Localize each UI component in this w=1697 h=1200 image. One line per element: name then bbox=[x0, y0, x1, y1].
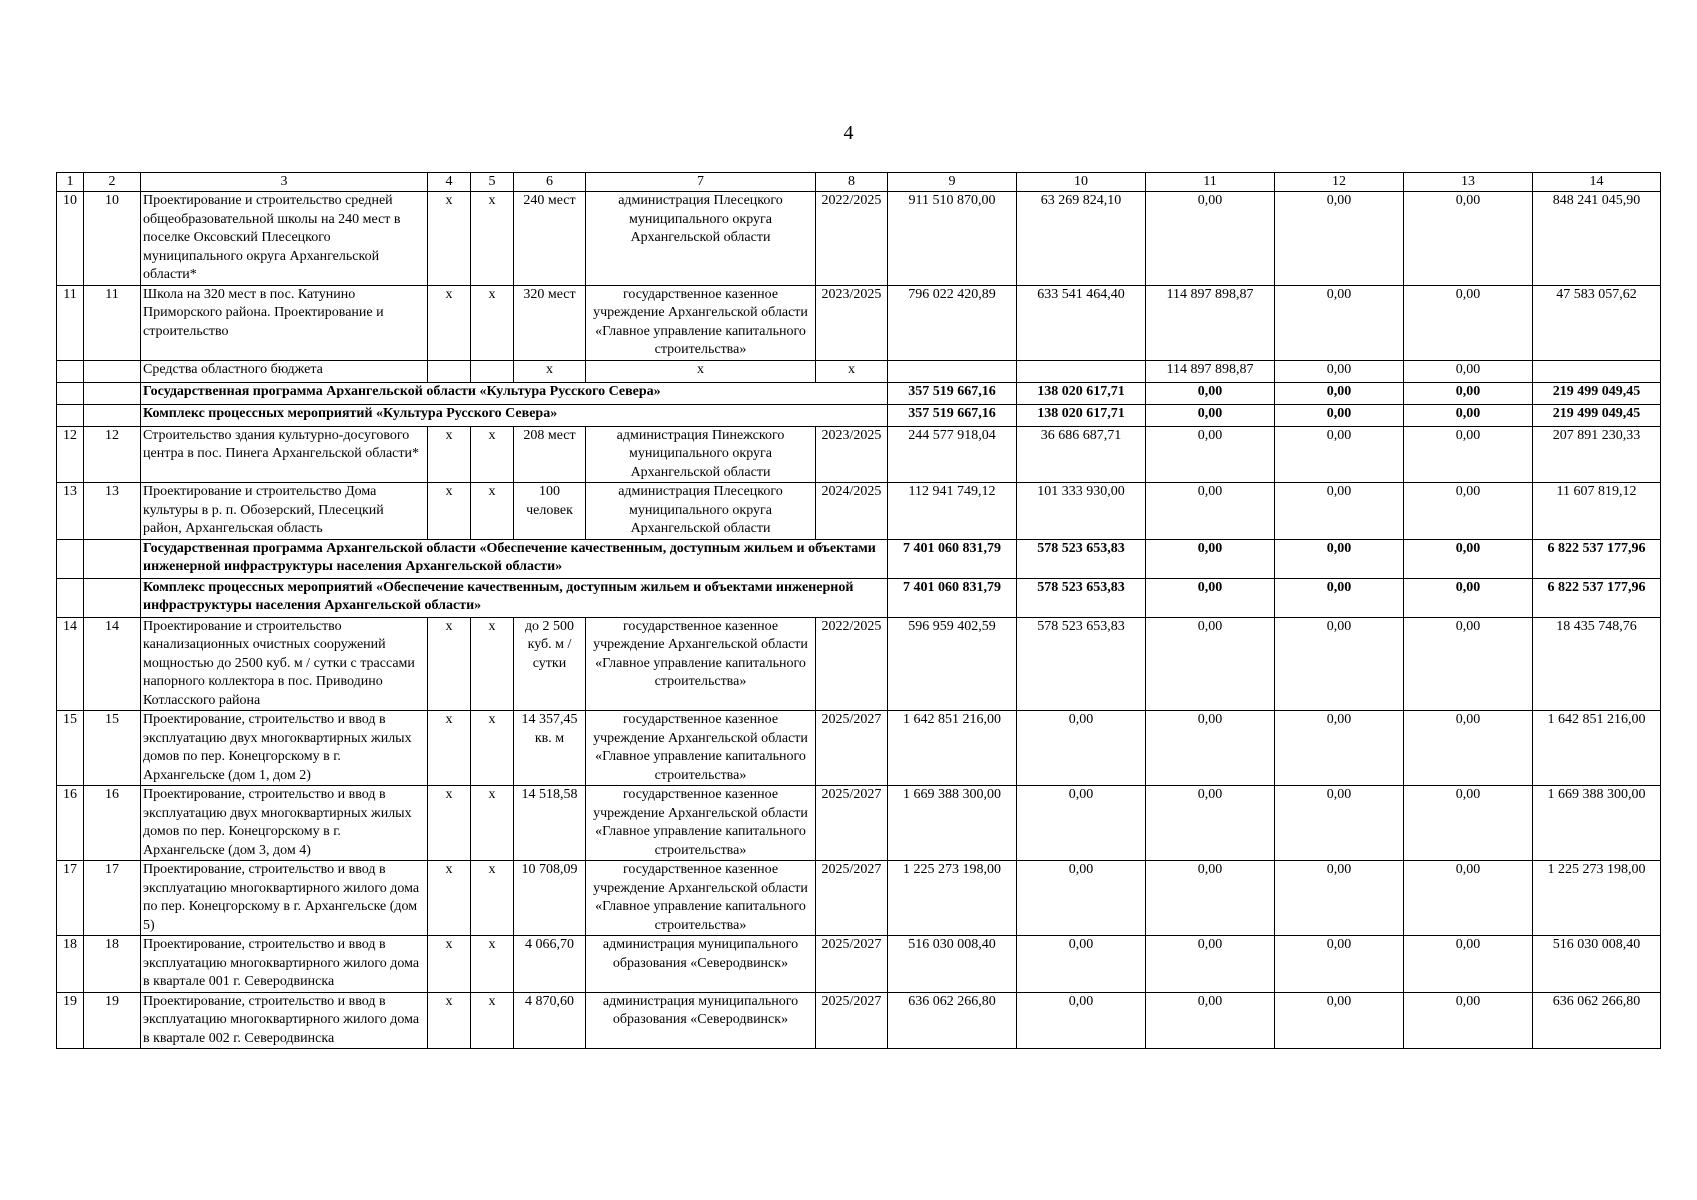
responsible-organization: государственное казенное учреждение Архангельской области «Главное управление капитального строительства» bbox=[586, 285, 816, 360]
budget-row bbox=[57, 360, 1661, 382]
empty-cell bbox=[471, 360, 514, 382]
empty-cell bbox=[428, 360, 471, 382]
empty-cell bbox=[57, 404, 84, 426]
responsible-organization: администрация Пинежского муниципального округа Архангельской области bbox=[586, 426, 816, 483]
empty-cell bbox=[84, 539, 141, 578]
amount-v10: 36 686 687,71 bbox=[1017, 426, 1146, 483]
amount-v9: 1 669 388 300,00 bbox=[888, 786, 1017, 861]
column-number-2: 2 bbox=[84, 173, 141, 192]
column-4-value: х bbox=[428, 192, 471, 286]
object-name: Проектирование, строительство и ввод в эксплуатацию многоквартирного жилого дома в квартале 002 г. Северодвинска bbox=[141, 992, 428, 1049]
page-number: 4 bbox=[843, 122, 854, 144]
responsible-organization: администрация Плесецкого муниципального округа Архангельской области bbox=[586, 483, 816, 540]
empty-cell bbox=[57, 382, 84, 404]
amount-v14: 47 583 057,62 bbox=[1533, 285, 1661, 360]
budget-source-label: Средства областного бюджета bbox=[141, 360, 428, 382]
capacity: х bbox=[514, 360, 586, 382]
responsible-organization: администрация муниципального образования «Северодвинск» bbox=[586, 936, 816, 993]
item-number: 15 bbox=[84, 711, 141, 786]
construction-period: 2022/2025 bbox=[816, 617, 888, 711]
construction-period: 2023/2025 bbox=[816, 285, 888, 360]
amount-v10: 0,00 bbox=[1017, 861, 1146, 936]
amount-v10: 0,00 bbox=[1017, 992, 1146, 1049]
column-number-4: 4 bbox=[428, 173, 471, 192]
capacity: 4 066,70 bbox=[514, 936, 586, 993]
empty-cell bbox=[57, 578, 84, 617]
total-v12: 0,00 bbox=[1275, 578, 1404, 617]
object-name: Проектирование, строительство и ввод в эксплуатацию многоквартирного жилого дома по пер. Конецгорскому в г. Архангельске (дом 5) bbox=[141, 861, 428, 936]
table-row bbox=[57, 786, 1661, 861]
column-5-value: х bbox=[471, 936, 514, 993]
amount-v10: 101 333 930,00 bbox=[1017, 483, 1146, 540]
construction-period: х bbox=[816, 360, 888, 382]
total-v9: 357 519 667,16 bbox=[888, 382, 1017, 404]
amount-v12: 0,00 bbox=[1275, 711, 1404, 786]
total-v10: 578 523 653,83 bbox=[1017, 578, 1146, 617]
table-row bbox=[57, 861, 1661, 936]
column-number-6: 6 bbox=[514, 173, 586, 192]
empty-cell bbox=[84, 360, 141, 382]
row-number: 11 bbox=[57, 285, 84, 360]
item-number: 19 bbox=[84, 992, 141, 1049]
total-v9: 7 401 060 831,79 bbox=[888, 539, 1017, 578]
row-number: 13 bbox=[57, 483, 84, 540]
total-v10: 138 020 617,71 bbox=[1017, 404, 1146, 426]
amount-v13: 0,00 bbox=[1404, 861, 1533, 936]
column-number-8: 8 bbox=[816, 173, 888, 192]
total-v14: 219 499 049,45 bbox=[1533, 382, 1661, 404]
total-v11: 0,00 bbox=[1146, 578, 1275, 617]
program-total-row bbox=[57, 539, 1661, 578]
total-v11: 0,00 bbox=[1146, 404, 1275, 426]
capacity: 10 708,09 bbox=[514, 861, 586, 936]
amount-v9: 1 225 273 198,00 bbox=[888, 861, 1017, 936]
responsible-organization: администрация муниципального образования «Северодвинск» bbox=[586, 992, 816, 1049]
table-row bbox=[57, 192, 1661, 286]
table-row bbox=[57, 285, 1661, 360]
responsible-organization: государственное казенное учреждение Архангельской области «Главное управление капитального строительства» bbox=[586, 786, 816, 861]
empty-cell bbox=[57, 539, 84, 578]
amount-v14: 636 062 266,80 bbox=[1533, 992, 1661, 1049]
amount-v11: 114 897 898,87 bbox=[1146, 360, 1275, 382]
total-v13: 0,00 bbox=[1404, 382, 1533, 404]
capacity: 100 человек bbox=[514, 483, 586, 540]
amount-v9: 1 642 851 216,00 bbox=[888, 711, 1017, 786]
amount-v14: 18 435 748,76 bbox=[1533, 617, 1661, 711]
construction-period: 2022/2025 bbox=[816, 192, 888, 286]
capacity: до 2 500 куб. м / сутки bbox=[514, 617, 586, 711]
amount-v14: 1 642 851 216,00 bbox=[1533, 711, 1661, 786]
capacity: 14 357,45 кв. м bbox=[514, 711, 586, 786]
empty-cell bbox=[84, 382, 141, 404]
object-name: Проектирование и строительство канализационных очистных сооружений мощностью до 2500 куб. м / сутки с трассами напорного коллектора в пос. Приводино Котласского района bbox=[141, 617, 428, 711]
amount-v12: 0,00 bbox=[1275, 861, 1404, 936]
amount-v14: 1 669 388 300,00 bbox=[1533, 786, 1661, 861]
total-v13: 0,00 bbox=[1404, 578, 1533, 617]
item-number: 18 bbox=[84, 936, 141, 993]
amount-v14: 848 241 045,90 bbox=[1533, 192, 1661, 286]
row-number: 10 bbox=[57, 192, 84, 286]
construction-period: 2025/2027 bbox=[816, 936, 888, 993]
total-v12: 0,00 bbox=[1275, 539, 1404, 578]
table-row bbox=[57, 992, 1661, 1049]
amount-v9: 596 959 402,59 bbox=[888, 617, 1017, 711]
row-number: 14 bbox=[57, 617, 84, 711]
amount-v13: 0,00 bbox=[1404, 936, 1533, 993]
total-v14: 219 499 049,45 bbox=[1533, 404, 1661, 426]
row-number: 15 bbox=[57, 711, 84, 786]
empty-cell bbox=[84, 404, 141, 426]
column-number-5: 5 bbox=[471, 173, 514, 192]
capacity: 14 518,58 bbox=[514, 786, 586, 861]
column-4-value: х bbox=[428, 711, 471, 786]
total-v14: 6 822 537 177,96 bbox=[1533, 539, 1661, 578]
column-4-value: х bbox=[428, 617, 471, 711]
table-row bbox=[57, 426, 1661, 483]
amount-v14: 516 030 008,40 bbox=[1533, 936, 1661, 993]
amount-v13: 0,00 bbox=[1404, 711, 1533, 786]
amount-v11: 0,00 bbox=[1146, 617, 1275, 711]
responsible-organization: государственное казенное учреждение Архангельской области «Главное управление капитального строительства» bbox=[586, 861, 816, 936]
column-5-value: х bbox=[471, 617, 514, 711]
amount-v9: 112 941 749,12 bbox=[888, 483, 1017, 540]
program-title: Комплекс процессных мероприятий «Обеспечение качественным, доступным жильем и объектами инженерной инфраструктуры населения Архангельской области» bbox=[141, 578, 888, 617]
column-number-9: 9 bbox=[888, 173, 1017, 192]
column-number-3: 3 bbox=[141, 173, 428, 192]
object-name: Проектирование и строительство Дома культуры в р. п. Обозерский, Плесецкий район, Архангельская область bbox=[141, 483, 428, 540]
program-title: Комплекс процессных мероприятий «Культура Русского Севера» bbox=[141, 404, 888, 426]
capacity: 320 мест bbox=[514, 285, 586, 360]
total-v12: 0,00 bbox=[1275, 404, 1404, 426]
amount-v9: 796 022 420,89 bbox=[888, 285, 1017, 360]
column-5-value: х bbox=[471, 426, 514, 483]
program-total-row bbox=[57, 382, 1661, 404]
amount-v12: 0,00 bbox=[1275, 192, 1404, 286]
responsible-organization: государственное казенное учреждение Архангельской области «Главное управление капитального строительства» bbox=[586, 711, 816, 786]
amount-v13: 0,00 bbox=[1404, 360, 1533, 382]
construction-period: 2023/2025 bbox=[816, 426, 888, 483]
object-name: Проектирование, строительство и ввод в эксплуатацию двух многоквартирных жилых домов по пер. Конецгорскому в г. Архангельске (дом 1, дом 2) bbox=[141, 711, 428, 786]
total-v11: 0,00 bbox=[1146, 382, 1275, 404]
amount-v13: 0,00 bbox=[1404, 483, 1533, 540]
capacity: 240 мест bbox=[514, 192, 586, 286]
amount-v11: 0,00 bbox=[1146, 426, 1275, 483]
amount-v9: 911 510 870,00 bbox=[888, 192, 1017, 286]
total-v10: 578 523 653,83 bbox=[1017, 539, 1146, 578]
amount-v13: 0,00 bbox=[1404, 285, 1533, 360]
amount-v11: 0,00 bbox=[1146, 192, 1275, 286]
amount-v11: 0,00 bbox=[1146, 992, 1275, 1049]
item-number: 13 bbox=[84, 483, 141, 540]
amount-v11: 114 897 898,87 bbox=[1146, 285, 1275, 360]
responsible-organization: х bbox=[586, 360, 816, 382]
column-number-12: 12 bbox=[1275, 173, 1404, 192]
row-number: 12 bbox=[57, 426, 84, 483]
amount-v13: 0,00 bbox=[1404, 617, 1533, 711]
amount-v9: 244 577 918,04 bbox=[888, 426, 1017, 483]
amount-v13: 0,00 bbox=[1404, 992, 1533, 1049]
row-number: 18 bbox=[57, 936, 84, 993]
amount-v10: 578 523 653,83 bbox=[1017, 617, 1146, 711]
object-name: Проектирование, строительство и ввод в эксплуатацию многоквартирного жилого дома в квартале 001 г. Северодвинска bbox=[141, 936, 428, 993]
column-number-1: 1 bbox=[57, 173, 84, 192]
amount-v12: 0,00 bbox=[1275, 786, 1404, 861]
total-v9: 7 401 060 831,79 bbox=[888, 578, 1017, 617]
column-4-value: х bbox=[428, 992, 471, 1049]
object-name: Проектирование и строительство средней общеобразовательной школы на 240 мест в поселке Оксовский Плесецкого муниципального округа Архангельской области* bbox=[141, 192, 428, 286]
column-4-value: х bbox=[428, 426, 471, 483]
construction-period: 2025/2027 bbox=[816, 786, 888, 861]
amount-v12: 0,00 bbox=[1275, 617, 1404, 711]
amount-v12: 0,00 bbox=[1275, 992, 1404, 1049]
amount-v14: 1 225 273 198,00 bbox=[1533, 861, 1661, 936]
amount-v12: 0,00 bbox=[1275, 360, 1404, 382]
column-4-value: х bbox=[428, 285, 471, 360]
object-name: Проектирование, строительство и ввод в эксплуатацию двух многоквартирных жилых домов по пер. Конецгорскому в г. Архангельске (дом 3, дом 4) bbox=[141, 786, 428, 861]
table-row bbox=[57, 483, 1661, 540]
total-v13: 0,00 bbox=[1404, 539, 1533, 578]
amount-v13: 0,00 bbox=[1404, 426, 1533, 483]
table-row bbox=[57, 617, 1661, 711]
amount-v10: 0,00 bbox=[1017, 936, 1146, 993]
program-title: Государственная программа Архангельской области «Культура Русского Севера» bbox=[141, 382, 888, 404]
item-number: 16 bbox=[84, 786, 141, 861]
total-v12: 0,00 bbox=[1275, 382, 1404, 404]
responsible-organization: государственное казенное учреждение Архангельской области «Главное управление капитального строительства» bbox=[586, 617, 816, 711]
construction-period: 2025/2027 bbox=[816, 992, 888, 1049]
total-v13: 0,00 bbox=[1404, 404, 1533, 426]
table-row bbox=[57, 936, 1661, 993]
column-5-value: х bbox=[471, 786, 514, 861]
amount-v14: 11 607 819,12 bbox=[1533, 483, 1661, 540]
column-5-value: х bbox=[471, 192, 514, 286]
total-v11: 0,00 bbox=[1146, 539, 1275, 578]
construction-period: 2025/2027 bbox=[816, 861, 888, 936]
amount-v12: 0,00 bbox=[1275, 483, 1404, 540]
capacity: 4 870,60 bbox=[514, 992, 586, 1049]
investment-table bbox=[56, 172, 1661, 1049]
amount-v10: 0,00 bbox=[1017, 711, 1146, 786]
column-4-value: х bbox=[428, 936, 471, 993]
column-number-10: 10 bbox=[1017, 173, 1146, 192]
amount-v13: 0,00 bbox=[1404, 192, 1533, 286]
empty-cell bbox=[1533, 360, 1661, 382]
column-number-header bbox=[57, 173, 1661, 192]
column-5-value: х bbox=[471, 285, 514, 360]
program-title: Государственная программа Архангельской области «Обеспечение качественным, доступным жильем и объектами инженерной инфраструктуры населения Архангельской области» bbox=[141, 539, 888, 578]
amount-v12: 0,00 bbox=[1275, 285, 1404, 360]
responsible-organization: администрация Плесецкого муниципального округа Архангельской области bbox=[586, 192, 816, 286]
empty-cell bbox=[1017, 360, 1146, 382]
total-v9: 357 519 667,16 bbox=[888, 404, 1017, 426]
column-4-value: х bbox=[428, 483, 471, 540]
row-number: 19 bbox=[57, 992, 84, 1049]
amount-v11: 0,00 bbox=[1146, 861, 1275, 936]
column-5-value: х bbox=[471, 483, 514, 540]
amount-v10: 633 541 464,40 bbox=[1017, 285, 1146, 360]
amount-v10: 63 269 824,10 bbox=[1017, 192, 1146, 286]
table-row bbox=[57, 711, 1661, 786]
capacity: 208 мест bbox=[514, 426, 586, 483]
column-4-value: х bbox=[428, 786, 471, 861]
empty-cell bbox=[84, 578, 141, 617]
column-5-value: х bbox=[471, 711, 514, 786]
amount-v13: 0,00 bbox=[1404, 786, 1533, 861]
column-4-value: х bbox=[428, 861, 471, 936]
column-number-7: 7 bbox=[586, 173, 816, 192]
program-total-row bbox=[57, 578, 1661, 617]
construction-period: 2025/2027 bbox=[816, 711, 888, 786]
program-total-row bbox=[57, 404, 1661, 426]
column-number-14: 14 bbox=[1533, 173, 1661, 192]
amount-v11: 0,00 bbox=[1146, 711, 1275, 786]
amount-v12: 0,00 bbox=[1275, 426, 1404, 483]
empty-cell bbox=[888, 360, 1017, 382]
item-number: 17 bbox=[84, 861, 141, 936]
amount-v14: 207 891 230,33 bbox=[1533, 426, 1661, 483]
item-number: 11 bbox=[84, 285, 141, 360]
empty-cell bbox=[57, 360, 84, 382]
column-number-13: 13 bbox=[1404, 173, 1533, 192]
amount-v12: 0,00 bbox=[1275, 936, 1404, 993]
amount-v9: 516 030 008,40 bbox=[888, 936, 1017, 993]
item-number: 14 bbox=[84, 617, 141, 711]
object-name: Школа на 320 мест в пос. Катунино Приморского района. Проектирование и строительство bbox=[141, 285, 428, 360]
column-5-value: х bbox=[471, 861, 514, 936]
construction-period: 2024/2025 bbox=[816, 483, 888, 540]
column-number-11: 11 bbox=[1146, 173, 1275, 192]
item-number: 12 bbox=[84, 426, 141, 483]
total-v14: 6 822 537 177,96 bbox=[1533, 578, 1661, 617]
column-5-value: х bbox=[471, 992, 514, 1049]
amount-v11: 0,00 bbox=[1146, 786, 1275, 861]
amount-v11: 0,00 bbox=[1146, 936, 1275, 993]
amount-v9: 636 062 266,80 bbox=[888, 992, 1017, 1049]
row-number: 16 bbox=[57, 786, 84, 861]
item-number: 10 bbox=[84, 192, 141, 286]
row-number: 17 bbox=[57, 861, 84, 936]
total-v10: 138 020 617,71 bbox=[1017, 382, 1146, 404]
amount-v11: 0,00 bbox=[1146, 483, 1275, 540]
object-name: Строительство здания культурно-досугового центра в пос. Пинега Архангельской области* bbox=[141, 426, 428, 483]
amount-v10: 0,00 bbox=[1017, 786, 1146, 861]
